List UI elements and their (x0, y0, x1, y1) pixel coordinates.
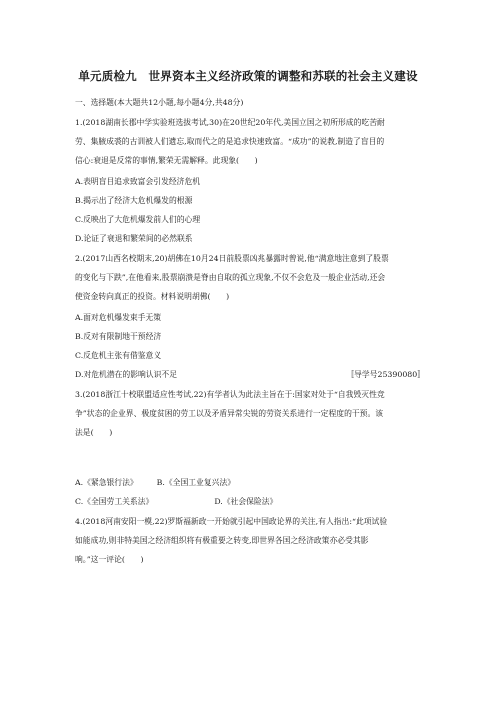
q1-option-d: D.论证了衰退和繁荣间的必然联系 (75, 234, 193, 243)
q3-option-a: A.《紧急银行法》 (75, 478, 138, 487)
q2-option-b: B.反对有限制地干预经济 (75, 332, 162, 341)
q2-option-a: A.面对危机爆发束手无策 (75, 313, 162, 322)
q1-option-b: B.揭示出了经济大危机爆发的根源 (75, 196, 193, 205)
q1-line-1: 1.(2018湖南长郡中学实验班选拔考试,30)在20世纪20年代,美国立国之初所形成的吃苦耐 (75, 118, 385, 127)
q4-line-2: 如能成功,则非特美国之经济组织将有极重要之转变,即世界各国之经济政策亦必受其影 (75, 536, 369, 545)
q3-line-3: 法是( ) (75, 428, 113, 437)
q2-option-d: D.对危机潜在的影响认识不足 (75, 370, 178, 379)
q1-line-3: 信心:衰退是反常的事情,繁荣无需解释。此现象( ) (75, 156, 258, 165)
q1-option-a: A.表明盲目追求致富会引发经济危机 (75, 177, 201, 186)
page-title: 单元质检九 世界资本主义经济政策的调整和苏联的社会主义建设 (78, 69, 418, 83)
q3-option-b: B.《全国工业复兴法》 (156, 478, 236, 487)
q2-line-3: 使资金转向真正的投资。材料说明胡佛( ) (75, 292, 230, 301)
q3-option-c: C.《全国劳工关系法》 (75, 497, 154, 506)
q3-option-d: D.《社会保险法》 (214, 497, 278, 506)
section-header: 一、选择题(本大题共12小题,每小题4分,共48分) (75, 98, 244, 107)
q3-options-row-1 (75, 478, 425, 488)
q4-line-3: 响。”这一评论( ) (75, 555, 144, 564)
q3-line-1: 3.(2018浙江十校联盟适应性考试,22)有学者认为此法主旨在于:国家对处于“自我毁灭性竞 (75, 390, 385, 399)
q2-option-c: C.反危机主张有借鉴意义 (75, 351, 162, 360)
q2-option-d-row (75, 370, 425, 380)
q2-line-2: 的变化与下跌”,在他看来,股票崩溃是脊由自取的孤立现象,不仅不会危及一般企业活动,还会 (75, 273, 386, 282)
q4-line-1: 4.(2018河南安阳一模,22)罗斯福新政一开始就引起中国政论界的关注,有人指出:“此项试验 (75, 517, 388, 526)
guide-number: 〚导学号25390080〛 (346, 370, 425, 379)
q3-line-2: 争”状态的企业界、极度贫困的劳工以及矛盾异常尖锐的劳资关系进行一定程度的干预。该 (75, 409, 384, 418)
q1-option-c: C.反映出了大危机爆发前人们的心理 (75, 215, 201, 224)
q2-line-1: 2.(2017山西名校期末,20)胡佛在10月24日前股票凶兆暴露时曾说,他“满意地注意到了股票 (75, 254, 389, 263)
q3-options-row-2 (75, 497, 425, 507)
q1-line-2: 劳、集腋成裘的古训被人们遗忘,取而代之的是追求快速致富。“成功”的说教,制造了盲目的 (75, 137, 385, 146)
